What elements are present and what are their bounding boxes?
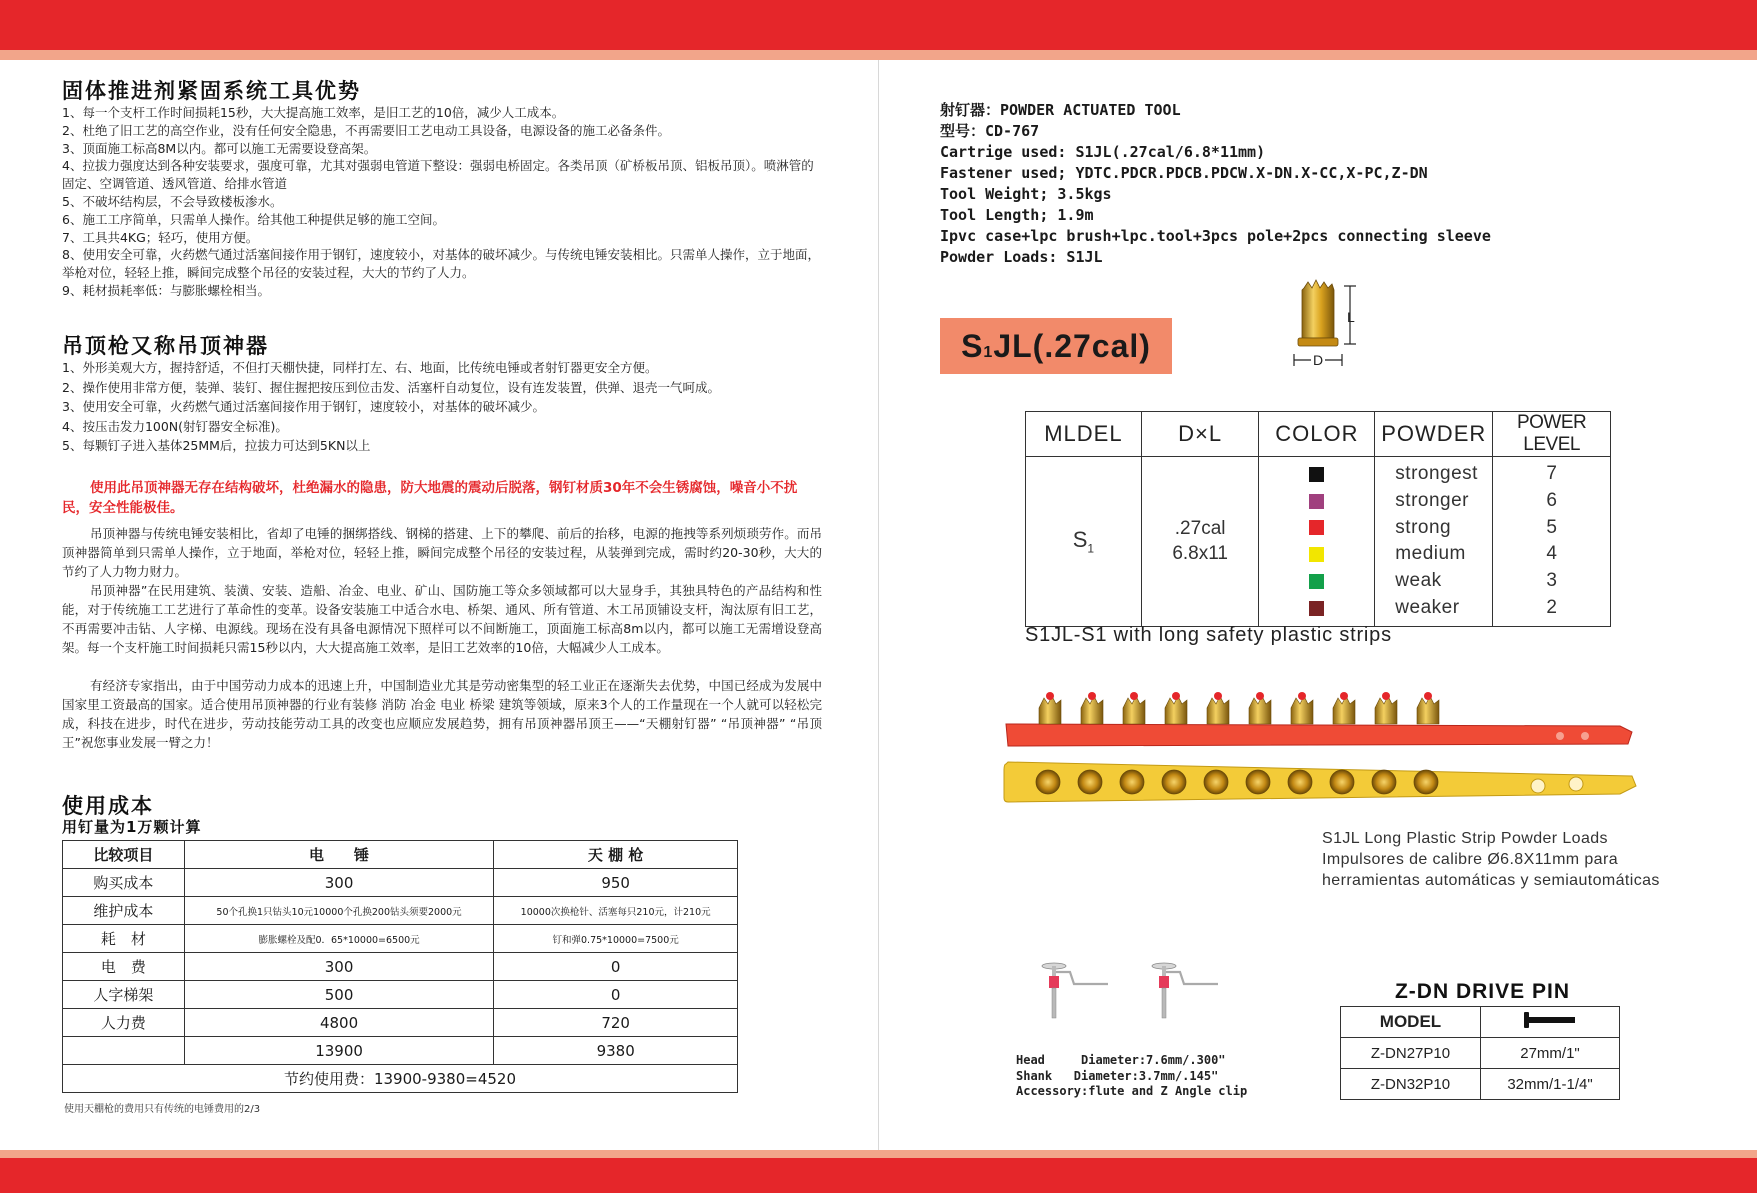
page-fold-divider bbox=[878, 60, 879, 1150]
color-swatch-row bbox=[1259, 595, 1374, 622]
cartridge-head bbox=[1036, 770, 1060, 794]
table-cell: 膨胀螺栓及配0．65*10000=6500元 bbox=[184, 925, 494, 953]
plastic-strips-illustration bbox=[1000, 690, 1640, 818]
color-swatch-row bbox=[1259, 568, 1374, 595]
table-header-row bbox=[63, 841, 738, 869]
list-item: 1、外形美观大方，握持舒适，不但打天棚快捷，同样打左、右、地面，比传统电锤或者射钉器更安全方便。 bbox=[62, 360, 658, 375]
list-item: 2、操作使用非常方便，装弹、装钉、握住握把按压到位击发、活塞杆自动复位，设有连发装置，供弹、退壳一气呵成。 bbox=[62, 379, 720, 395]
level-list bbox=[1493, 457, 1610, 626]
powder-cell bbox=[1375, 457, 1493, 627]
table-row bbox=[63, 897, 738, 925]
top-red-band bbox=[0, 0, 1757, 50]
top-peach-stripe bbox=[0, 50, 1757, 60]
table-cell: 0 bbox=[494, 981, 738, 1009]
section2-list bbox=[62, 358, 822, 456]
model-cell bbox=[1026, 457, 1142, 627]
list-item: 5、不破坏结构层，不会导致楼板渗水。 bbox=[62, 193, 283, 209]
table-cell: 300 bbox=[184, 869, 494, 897]
spec-line: Ipvc case+lpc brush+lpc.tool+3pcs pole+2pcs connecting sleeve bbox=[940, 227, 1491, 245]
spec-line: 型号：CD-767 bbox=[940, 122, 1040, 140]
paragraph-2: 吊顶神器”在民用建筑、装潢、安装、造船、冶金、电业、矿山、国防施工等众多领域都可以大显身手，其独具特色的产品结构和性能，对于传统施工工艺进行了革命性的变革。设备安装施工中适合水电、桥架、通风、所有管道、木工吊顶铺设支杆，淘汰原有旧工艺，不再需要冲击钻、人字梯、电源线。现场在没有具备电源情况下照样可以不间断施工，顶面施工标高8m以内，都可以施工无需增设登高架。每一个支杆施工时间损耗只需15秒以内，大大提高施工效率，是旧工艺效率的10倍，大幅减少人工成本。 bbox=[62, 583, 822, 655]
powder-list bbox=[1375, 457, 1492, 626]
spec-line: Fastener used; YDTC.PDCR.PDCB.PDCW.X-DN.X-CC,X-PC,Z-DN bbox=[940, 164, 1428, 182]
list-item: 3、使用安全可靠，火药燃气通过活塞间接作用于钢钉，速度较小，对基体的破坏减少。 bbox=[62, 399, 545, 414]
safety-note: 使用此吊顶神器无存在结构破坏，杜绝漏水的隐患，防大地震的震动后脱落，钢钉材质30年不会生锈腐蚀，噪音小不扰民，安全性能极佳。 bbox=[62, 480, 798, 516]
table-cell: 720 bbox=[494, 1009, 738, 1037]
paragraph-1: 吊顶神器与传统电锤安装相比，省却了电锤的捆绑搭线、钢梯的搭建、上下的攀爬、前后的抬移，电源的拖拽等系列烦琐劳作。而吊顶神器简单到只需单人操作，立于地面，举枪对位，轻轻上推，瞬间完成整个吊径的安装过程，从装弹到完成，需时约20-30秒，大大的节约了人力物力财力。 bbox=[62, 526, 822, 579]
table-row bbox=[63, 869, 738, 897]
cartridge-tip bbox=[1333, 692, 1355, 724]
cost-footnote: 使用天棚枪的费用只有传统的电锤费用的2/3 bbox=[64, 1104, 261, 1115]
cartridge-tip bbox=[1165, 692, 1187, 724]
color-swatch-list bbox=[1259, 457, 1374, 626]
paragraph-3: 有经济专家指出，由于中国劳动力成本的迅速上升，中国制造业尤其是劳动密集型的轻工业正在逐渐失去优势，中国已经成为发展中国家里工资最高的国家。适合使用吊顶神器的行业有装修 消防 冶金 电业 桥梁 建筑等领域，原来3个人的工作量现在一个人就可以轻松完成，科技在进步，时代在进步，劳动技能劳动工具的改变也应顺应发展趋势，拥有吊顶神器吊顶王——“天棚射钉器” “吊顶神器” “吊顶王”祝您事业发展一臂之力！ bbox=[62, 678, 822, 750]
zdn-title: Z-DN DRIVE PIN bbox=[1394, 980, 1570, 1003]
power-level-value: 5 bbox=[1546, 516, 1557, 538]
cartridge-tip bbox=[1207, 692, 1229, 724]
cartridge-tip bbox=[1375, 692, 1397, 724]
table-row bbox=[1341, 1038, 1620, 1069]
cartridge-head bbox=[1078, 770, 1102, 794]
list-item: 3、顶面施工标高8M以内。都可以施工无需要设登高架。 bbox=[62, 140, 377, 156]
cartridge-tip bbox=[1123, 692, 1145, 724]
caliber-label: .27cal bbox=[1174, 518, 1226, 540]
list-item: 5、每颗钉子进入基体25MM后，拉拔力可达到5KN以上 bbox=[62, 438, 371, 453]
cartridge-head bbox=[1120, 770, 1144, 794]
pin-spec-block bbox=[1016, 1053, 1247, 1100]
cartridge-icon bbox=[1290, 278, 1390, 378]
powder-loads-description bbox=[1322, 828, 1660, 891]
table-header bbox=[1481, 1007, 1620, 1038]
cartridge-diagram bbox=[1290, 278, 1390, 382]
table-cell: 耗 材 bbox=[63, 925, 185, 953]
cartridge-head bbox=[1414, 770, 1438, 794]
size-cell bbox=[1141, 457, 1259, 627]
table-header-row bbox=[1341, 1007, 1620, 1038]
powder-label: medium bbox=[1395, 543, 1466, 565]
table-header: 电 锤 bbox=[184, 841, 494, 869]
level-cell bbox=[1493, 457, 1611, 627]
table-cell: 32mm/1-1/4" bbox=[1481, 1069, 1620, 1100]
spec-line: Powder Loads: S1JL bbox=[940, 248, 1103, 266]
table-row bbox=[1341, 1069, 1620, 1100]
table-cell: 500 bbox=[184, 981, 494, 1009]
cost-subtitle: 用钉量为1万颗计算 bbox=[62, 818, 202, 836]
color-swatch bbox=[1309, 467, 1324, 482]
powder-label: stronger bbox=[1395, 489, 1469, 511]
cost-title: 使用成本 bbox=[62, 794, 154, 818]
table-cell: 人力费 bbox=[63, 1009, 185, 1037]
list-item: 1、每一个支杆工作时间损耗15秒，大大提高施工效率，是旧工艺的10倍，减少人工成本。 bbox=[62, 105, 565, 120]
list-item: 7、工具共4KG；轻巧，使用方便。 bbox=[62, 229, 259, 245]
power-level-value: 3 bbox=[1546, 570, 1557, 592]
table-header-row bbox=[1026, 412, 1611, 457]
list-item: 9、耗材损耗率低：与膨胀螺栓相当。 bbox=[62, 282, 270, 298]
table-cell: 950 bbox=[494, 869, 738, 897]
power-level-value: 6 bbox=[1546, 489, 1557, 511]
section2-title: 吊顶枪又称吊顶神器 bbox=[62, 334, 269, 358]
table-header: D×L bbox=[1141, 412, 1259, 457]
cartridge-head bbox=[1288, 770, 1312, 794]
powder-label: strongest bbox=[1395, 463, 1478, 484]
color-swatch-row bbox=[1259, 461, 1374, 488]
list-item: 8、使用安全可靠，火药燃气通过活塞间接作用于钢钉，速度较小，对基体的破坏减少。与传统电锤安装相比。只需单人操作，立于地面，举枪对位，轻轻上推，瞬间完成整个吊径的安装过程，大大的节约了人力。 bbox=[62, 247, 820, 281]
powder-label: weaker bbox=[1395, 596, 1460, 618]
table-header: MODEL bbox=[1341, 1007, 1481, 1038]
spec-line: Tool Weight; 3.5kgs bbox=[940, 185, 1112, 203]
table-cell: 0 bbox=[494, 953, 738, 981]
list-item: 6、施工工序简单，只需单人操作。给其他工种提供足够的施工空间。 bbox=[62, 211, 445, 227]
table-cell: 购买成本 bbox=[63, 869, 185, 897]
table-cell: 钉和弹0.75*10000=7500元 bbox=[494, 925, 738, 953]
savings-cell: 节约使用费：13900-9380=4520 bbox=[63, 1065, 738, 1093]
spec-line: 射钉器：POWDER ACTUATED TOOL bbox=[940, 101, 1181, 119]
table-cell: 27mm/1" bbox=[1481, 1038, 1620, 1069]
cartridge-head bbox=[1204, 770, 1228, 794]
drive-pin-with-clip-icon bbox=[1030, 958, 1250, 1028]
list-item: 4、按压击发力100N(射钉器安全标准)。 bbox=[62, 418, 288, 434]
cartridge-head bbox=[1162, 770, 1186, 794]
cartridge-tip bbox=[1039, 692, 1061, 724]
badge-suffix: JL(.27cal) bbox=[993, 328, 1151, 364]
cartridge-head bbox=[1330, 770, 1354, 794]
table-cell: Z-DN27P10 bbox=[1341, 1038, 1481, 1069]
table-header: POWER LEVEL bbox=[1493, 412, 1611, 457]
table-header: 天 棚 枪 bbox=[494, 841, 738, 869]
table-row bbox=[63, 925, 738, 953]
table-row bbox=[63, 1065, 738, 1093]
cartridge-tip bbox=[1249, 692, 1271, 724]
cartridge-tip bbox=[1291, 692, 1313, 724]
color-swatch bbox=[1309, 520, 1324, 535]
table-cell: 13900 bbox=[184, 1037, 494, 1065]
color-cell bbox=[1259, 457, 1375, 627]
table-header: 比较项目 bbox=[63, 841, 185, 869]
spec-line: Accessory:flute and Z Angle clip bbox=[1016, 1084, 1248, 1098]
table-cell bbox=[63, 1037, 185, 1065]
spec-line: Shank Diameter:3.7mm/.145" bbox=[1016, 1068, 1219, 1083]
zdn-table bbox=[1340, 1006, 1620, 1100]
table-row bbox=[63, 1009, 738, 1037]
color-swatch-row bbox=[1259, 488, 1374, 515]
bottom-peach-stripe bbox=[0, 1150, 1757, 1158]
powder-label: weak bbox=[1395, 570, 1442, 592]
table-cell: 300 bbox=[184, 953, 494, 981]
power-level-table bbox=[1025, 411, 1611, 627]
table-row bbox=[63, 981, 738, 1009]
power-level-value: 2 bbox=[1546, 596, 1557, 618]
length-label: L bbox=[1347, 309, 1355, 325]
color-swatch bbox=[1309, 547, 1324, 562]
table-cell: 人字梯架 bbox=[63, 981, 185, 1009]
cartridge-model-badge bbox=[940, 318, 1172, 374]
cost-table bbox=[62, 840, 738, 1093]
color-swatch bbox=[1309, 601, 1324, 616]
power-level-value: 4 bbox=[1546, 543, 1557, 565]
tool-spec-block bbox=[940, 100, 1491, 268]
table-cell: 10000次换枪针、活塞每只210元，计210元 bbox=[494, 897, 738, 925]
strip-caption: S1JL-S1 with long safety plastic strips bbox=[1025, 624, 1392, 646]
list-item: 4、拉拔力强度达到各种安装要求，强度可靠，尤其对强弱电管道下整设：强弱电桥固定。各类吊顶（矿桥板吊顶、铝板吊顶）。喷淋管的固定、空调管道、透风管道、给排水管道 bbox=[62, 158, 814, 192]
cartridge-head bbox=[1372, 770, 1396, 794]
powder-load-strips-image bbox=[1000, 690, 1640, 814]
table-row bbox=[1026, 457, 1611, 627]
table-cell: Z-DN32P10 bbox=[1341, 1069, 1481, 1100]
spec-line: Head Diameter:7.6mm/.300" bbox=[1016, 1053, 1226, 1067]
badge-subscript: 1 bbox=[983, 344, 994, 361]
powder-label: strong bbox=[1395, 516, 1452, 538]
desc-line: S1JL Long Plastic Strip Powder Loads bbox=[1322, 830, 1608, 847]
table-cell: 50个孔换1只钻头10元10000个孔换200钻头须要2000元 bbox=[184, 897, 494, 925]
table-row bbox=[63, 953, 738, 981]
table-header: MLDEL bbox=[1026, 412, 1142, 457]
section1-title: 固体推进剂紧固系统工具优势 bbox=[62, 79, 361, 103]
table-cell: 4800 bbox=[184, 1009, 494, 1037]
table-cell: 9380 bbox=[494, 1037, 738, 1065]
power-level-value: 7 bbox=[1546, 463, 1557, 484]
spec-line: Cartrige used: S1JL(.27cal/6.8*11mm) bbox=[940, 143, 1266, 161]
model-subscript: 1 bbox=[1087, 541, 1095, 556]
spec-line: Tool Length; 1.9m bbox=[940, 206, 1094, 224]
table-header: COLOR bbox=[1259, 412, 1375, 457]
drive-pin-icon bbox=[1520, 1009, 1580, 1031]
bottom-red-band bbox=[0, 1158, 1757, 1193]
model-label: S bbox=[1072, 527, 1088, 553]
cartridge-head bbox=[1246, 770, 1270, 794]
color-swatch-row bbox=[1259, 515, 1374, 542]
badge-prefix: S bbox=[961, 328, 984, 364]
desc-line: Impulsores de calibre Ø6.8X11mm para bbox=[1322, 851, 1619, 868]
dimension-label: 6.8x11 bbox=[1172, 543, 1228, 565]
color-swatch bbox=[1309, 494, 1324, 509]
table-cell: 维护成本 bbox=[63, 897, 185, 925]
color-swatch-row bbox=[1259, 541, 1374, 568]
table-header: POWDER bbox=[1375, 412, 1493, 457]
section1-list bbox=[62, 104, 822, 300]
color-swatch bbox=[1309, 574, 1324, 589]
cartridge-tip bbox=[1417, 692, 1439, 724]
table-row bbox=[63, 1037, 738, 1065]
list-item: 2、杜绝了旧工艺的高空作业，没有任何安全隐患，不再需要旧工艺电动工具设备，电源设备的施工必备条件。 bbox=[62, 122, 670, 138]
cartridge-tip bbox=[1081, 692, 1103, 724]
desc-line: herramientas automáticas y semiautomáticas bbox=[1322, 872, 1660, 889]
drive-pins-illustration bbox=[1030, 958, 1250, 1032]
diameter-label: D bbox=[1313, 352, 1324, 368]
table-cell: 电 费 bbox=[63, 953, 185, 981]
